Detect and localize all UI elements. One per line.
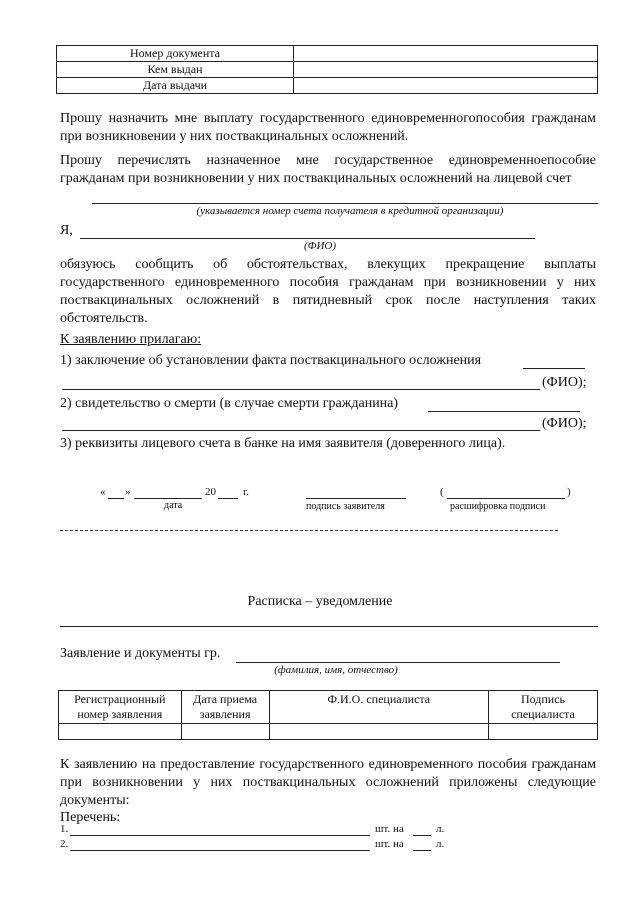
date-open-quote: « (100, 486, 106, 498)
signature-field[interactable] (306, 498, 406, 499)
attach-item-1: 1) заключение об установлении факта поствакцинального осложнения (60, 353, 482, 368)
account-caption: (указывается номер счета получателя в кредитной организации) (196, 205, 504, 217)
year-suffix: г. (243, 486, 250, 498)
list-item-2-field[interactable] (70, 850, 370, 851)
attach-item-1-fio-field[interactable] (62, 389, 540, 390)
document-info-table (56, 45, 598, 94)
list-label: Перечень: (60, 810, 121, 825)
account-number-field[interactable] (92, 203, 598, 204)
list-item-2-number: 2. (60, 838, 69, 850)
doc-number-value[interactable] (294, 46, 598, 62)
attach-item-2-field[interactable] (428, 411, 580, 412)
cut-line (60, 530, 558, 531)
ya-label: Я, (60, 223, 73, 238)
date-close-quote: » (125, 486, 131, 498)
date-label: дата (164, 500, 183, 511)
list-item-1-qty: шт. на (375, 823, 404, 835)
attach-item-2-fio-label: (ФИО); (542, 416, 587, 431)
issued-by-label: Кем выдан (57, 62, 294, 78)
reg-date-header: Дата приема заявления (181, 691, 269, 724)
reg-specialist-header: Ф.И.О. специалиста (269, 691, 488, 724)
receipt-line-label: Заявление и документы гр. (60, 646, 221, 661)
reg-number-header: Регистрационный номер заявления (59, 691, 182, 724)
receipt-name-caption: (фамилия, имя, отчество) (274, 664, 398, 676)
list-item-2-qty: шт. на (375, 838, 404, 850)
paragraph-obligation: обязуюсь сообщить об обстоятельствах, влекущих прекращение выплаты государственного единовременного пособия гражданам при возникновении у них поствакцинальных осложнений в пятидневный срок после наступления таких обстоятельств. (60, 257, 596, 326)
reg-specialist-cell[interactable] (269, 724, 488, 740)
receipt-name-field[interactable] (236, 662, 560, 663)
signature-label: подпись заявителя (306, 501, 385, 512)
date-day-field[interactable] (108, 498, 124, 499)
list-item-1-number: 1. (60, 823, 69, 835)
issued-by-value[interactable] (294, 62, 598, 78)
date-month-field[interactable] (134, 498, 202, 499)
decode-field[interactable] (447, 498, 565, 499)
attach-item-2-fio-field[interactable] (62, 430, 540, 431)
reg-signature-header: Подпись специалиста (488, 691, 597, 724)
list-item-1-pages: л. (436, 823, 445, 835)
attach-item-1-field[interactable] (523, 368, 585, 369)
date-year-field[interactable] (218, 498, 238, 499)
list-item-1-pages-field[interactable] (413, 835, 431, 836)
attach-item-3: 3) реквизиты лицевого счета в банке на имя заявителя (доверенного лица). (60, 436, 506, 451)
decode-paren-close: ) (567, 486, 571, 498)
reg-number-cell[interactable] (59, 724, 182, 740)
paragraph-request-payment: Прошу назначить мне выплату государственного единовременногопособия гражданам при возникновении у них поствакцинальных осложнений. (60, 111, 596, 144)
issue-date-label: Дата выдачи (57, 78, 294, 94)
list-item-1-field[interactable] (70, 835, 370, 836)
paragraph-request-transfer: Прошу перечислять назначенное мне государственное единовременноепособие гражданам при возникновении у них поствакцинальных осложнений на лицевой счет (60, 153, 596, 186)
receipt-divider (60, 626, 598, 627)
issue-date-value[interactable] (294, 78, 598, 94)
attach-item-1-fio-label: (ФИО); (542, 375, 587, 390)
attach-heading: К заявлению прилагаю: (60, 332, 202, 347)
list-item-2-pages-field[interactable] (413, 850, 431, 851)
paragraph-documents-attached: К заявлению на предоставление государственного единовременного пособия гражданам при возникновении у них поствакцинальных осложнений приложены следующие документы: (60, 757, 596, 808)
reg-date-cell[interactable] (181, 724, 269, 740)
registration-table (58, 690, 598, 740)
decode-paren-open: ( (440, 486, 444, 498)
fio-field[interactable] (80, 238, 535, 239)
doc-number-label: Номер документа (57, 46, 294, 62)
attach-item-2: 2) свидетельство о смерти (в случае смерти гражданина) (60, 396, 399, 411)
fio-caption: (ФИО) (303, 240, 337, 252)
list-item-2-pages: л. (436, 838, 445, 850)
year-prefix: 20 (205, 486, 216, 498)
decode-label: расшифровка подписи (450, 501, 546, 512)
receipt-title: Расписка – уведомление (247, 594, 393, 609)
reg-signature-cell[interactable] (488, 724, 597, 740)
